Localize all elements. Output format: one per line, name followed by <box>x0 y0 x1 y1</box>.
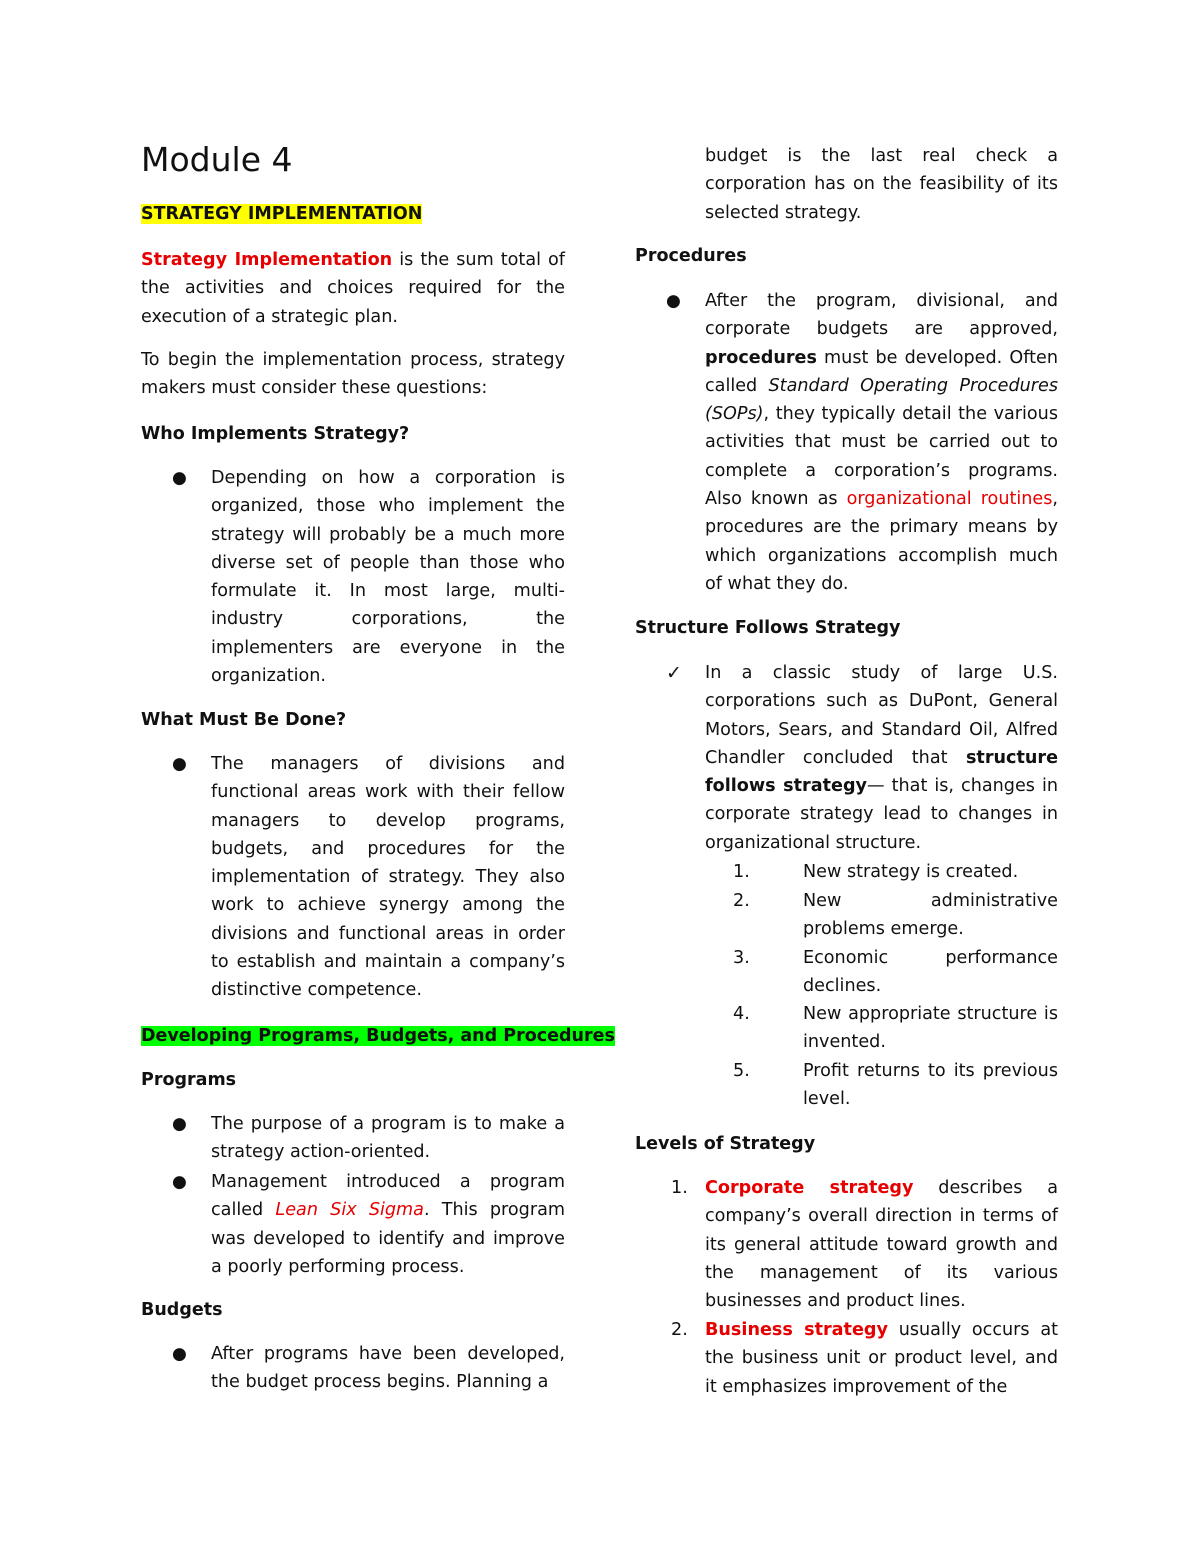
budgets-bullet-continued-text: budget is the last real check a corporation has on the feasibility of its selected strategy. <box>705 146 1058 223</box>
step-text: Profit returns to its previous level. <box>803 1061 1058 1110</box>
intro-paragraph <box>141 246 565 331</box>
section-heading <box>141 200 422 228</box>
bullet-icon: ● <box>172 1344 187 1364</box>
text-run: must be developed. Often called <box>705 347 1058 396</box>
budgets-heading: Budgets <box>141 1300 223 1320</box>
text-run: In a classic study of large U.S. corporations such as DuPont, General Motors, Sears, and Standard Oil, Alfred Chandler concluded that <box>705 663 1058 768</box>
step-text: New administrative problems emerge. <box>803 891 1058 940</box>
business-strategy-term: Business strategy <box>705 1320 888 1340</box>
bullet-icon: ● <box>666 291 681 311</box>
programs-bullet-1 <box>172 1110 565 1167</box>
procedures-term: procedures <box>705 347 817 368</box>
programs-bullet-1-text: The purpose of a program is to make a strategy action-oriented. <box>211 1114 565 1163</box>
structure-step <box>733 858 1058 886</box>
organizational-routines-term: organizational routines <box>846 489 1053 510</box>
level-text <box>705 1316 1058 1401</box>
bullet-icon: ● <box>172 1172 187 1192</box>
questions-intro: To begin the implementation process, strategy makers must consider these questions: <box>141 350 565 399</box>
structure-heading: Structure Follows Strategy <box>635 618 901 638</box>
programs-bullet-2-text <box>211 1168 565 1281</box>
what-bullet-text: The managers of divisions and functional areas work with their fellow managers to develop programs, budgets, and procedures for the implementation of strategy. They also work to achieve synergy among the divisions and functional areas in order to establish and maintain a company’s distinctive competence. <box>211 754 565 1001</box>
structure-step <box>733 944 1058 1001</box>
step-text: Economic performance declines. <box>803 948 1058 997</box>
strategy-implementation-heading: STRATEGY IMPLEMENTATION <box>141 204 423 224</box>
levels-heading: Levels of Strategy <box>635 1134 816 1154</box>
step-text: New appropriate structure is invented. <box>803 1004 1058 1053</box>
structure-bullet <box>666 659 1059 857</box>
budgets-bullet <box>172 1340 565 1397</box>
structure-bullet-text <box>705 659 1058 857</box>
intro-rest: is the sum total of the activities and choices required for the execution of a strategic plan. <box>141 250 565 327</box>
text-run: describes a company’s overall direction in terms of its general attitude toward growth and the management of its various businesses and product lines. <box>705 1178 1058 1312</box>
structure-step <box>733 887 1058 944</box>
procedures-bullet-text <box>705 287 1058 598</box>
text-run: usually occurs at the business unit or product level, and it emphasizes improvement of the <box>705 1320 1058 1397</box>
step-number: 4. <box>733 1004 750 1024</box>
corporate-strategy-term: Corporate strategy <box>705 1178 914 1198</box>
what-bullet <box>172 750 565 1005</box>
checkmark-icon: ✓ <box>666 662 682 684</box>
who-bullet <box>172 464 565 690</box>
level-number: 1. <box>671 1178 688 1198</box>
level-text <box>705 1174 1058 1315</box>
level-item <box>671 1316 1058 1401</box>
text-run: — that is, changes in corporate strategy lead to changes in organizational structure. <box>705 776 1059 853</box>
budgets-bullet-continued <box>705 142 1058 227</box>
procedures-bullet <box>666 287 1058 598</box>
structure-follows-strategy-term: structure follows strategy <box>705 747 1058 797</box>
text-run: , they typically detail the various activities that must be carried out to complete a corporation’s programs. Also known as <box>705 404 1058 510</box>
who-bullet-text: Depending on how a corporation is organized, those who implement the strategy will probably be a much more diverse set of people than those who formulate it. In most large, multi-industry corporations, the implementers are everyone in the organization. <box>211 468 565 687</box>
developing-heading-wrap <box>141 1022 615 1050</box>
page-title: Module 4 <box>141 140 293 179</box>
programs-heading: Programs <box>141 1070 237 1090</box>
sop-term: Standard Operating Procedures (SOPs) <box>705 375 1058 425</box>
text-run: After the program, divisional, and corporate budgets are approved, <box>705 291 1058 340</box>
developing-heading: Developing Programs, Budgets, and Procedures <box>141 1026 615 1046</box>
text-run: Management introduced a program called <box>211 1172 565 1221</box>
text-run: , procedures are the primary means by which organizations accomplish much of what they do. <box>705 489 1058 594</box>
text-run: . This program was developed to identify and improve a poorly performing process. <box>211 1200 565 1277</box>
programs-bullet-2 <box>172 1168 565 1281</box>
intro-term: Strategy Implementation <box>141 250 393 270</box>
step-number: 3. <box>733 948 750 968</box>
structure-step <box>733 1000 1058 1057</box>
budgets-bullet-text: After programs have been developed, the budget process begins. Planning a <box>211 1344 565 1393</box>
who-heading: Who Implements Strategy? <box>141 424 410 444</box>
what-heading: What Must Be Done? <box>141 710 347 730</box>
procedures-heading: Procedures <box>635 246 747 266</box>
bullet-icon: ● <box>172 1114 187 1134</box>
lean-six-sigma-term: Lean Six Sigma <box>275 1200 424 1221</box>
bullet-icon: ● <box>172 468 187 488</box>
level-number: 2. <box>671 1320 688 1340</box>
step-number: 5. <box>733 1061 750 1081</box>
step-number: 2. <box>733 891 750 911</box>
bullet-icon: ● <box>172 754 187 774</box>
structure-step <box>733 1057 1058 1114</box>
level-item <box>671 1174 1058 1315</box>
step-number: 1. <box>733 862 750 882</box>
step-text: New strategy is created. <box>803 862 1019 882</box>
